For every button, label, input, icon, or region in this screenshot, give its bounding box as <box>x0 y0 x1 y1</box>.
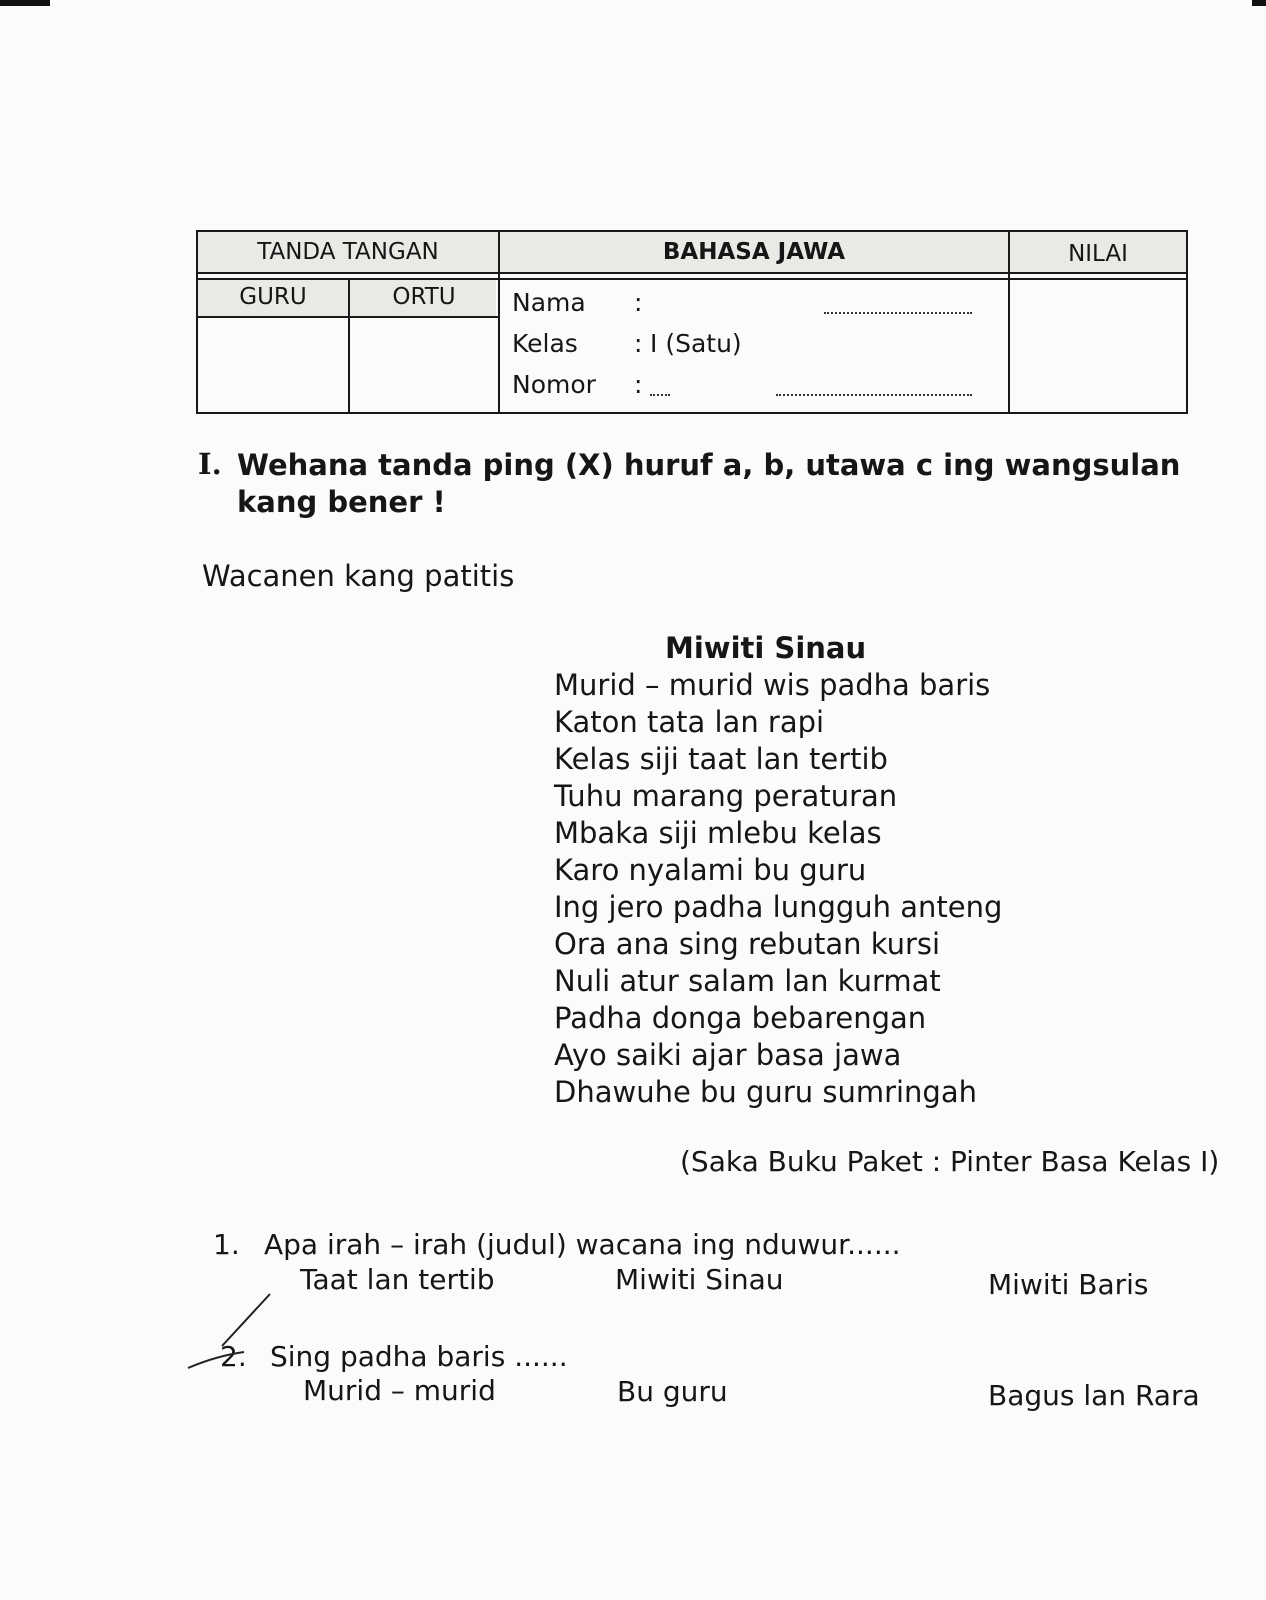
signature-label: TANDA TANGAN <box>257 239 439 265</box>
option-b[interactable]: Miwiti Sinau <box>615 1263 784 1296</box>
field-label: Nomor <box>512 370 596 399</box>
question-text: Apa irah – irah (judul) wacana ing nduwur...... <box>264 1228 901 1261</box>
poem-line: Katon tata lan rapi <box>554 705 825 739</box>
number-blank-line[interactable] <box>776 394 972 396</box>
scan-edge-mark <box>0 0 50 6</box>
poem-source: (Saka Buku Paket : Pinter Basa Kelas I) <box>680 1145 1220 1178</box>
poem-line: Dhawuhe bu guru sumringah <box>554 1075 977 1109</box>
option-c[interactable]: Miwiti Baris <box>988 1268 1149 1301</box>
field-label: Nama <box>512 288 586 317</box>
name-blank-line[interactable] <box>824 312 972 314</box>
question-number: 2. <box>220 1340 247 1373</box>
poem-line: Nuli atur salam lan kurmat <box>554 964 941 998</box>
poem-line: Ora ana sing rebutan kursi <box>554 927 941 961</box>
score-box[interactable] <box>1010 280 1186 412</box>
poem-line: Tuhu marang peraturan <box>554 779 898 813</box>
field-colon: : <box>634 329 643 358</box>
name-field <box>512 288 1002 320</box>
section-instruction: Wehana tanda ping (X) huruf a, b, utawa c ing wangsulan kang bener ! <box>237 448 1181 519</box>
question-text: Sing padha baris ...... <box>270 1340 568 1373</box>
number-blank-line[interactable] <box>650 394 670 396</box>
question-number: 1. <box>213 1228 240 1261</box>
section-number: I. <box>198 447 222 481</box>
poem-line: Murid – murid wis padha baris <box>554 668 991 702</box>
score-label: NILAI <box>1068 241 1128 267</box>
field-colon: : <box>634 288 643 317</box>
poem-line: Ing jero padha lungguh anteng <box>554 890 1003 924</box>
parent-label: ORTU <box>392 284 456 310</box>
class-value: I (Satu) <box>650 329 742 358</box>
poem-lines <box>554 667 1002 1111</box>
poem-line: Padha donga bebarengan <box>554 1001 927 1035</box>
poem-line: Karo nyalami bu guru <box>554 853 867 887</box>
student-info <box>500 278 1008 412</box>
option-a[interactable]: Murid – murid <box>303 1374 496 1407</box>
poem-title: Miwiti Sinau <box>665 631 867 665</box>
option-c[interactable]: Bagus lan Rara <box>988 1379 1200 1412</box>
field-label: Kelas <box>512 329 578 358</box>
class-field <box>512 329 1002 361</box>
poem-line: Ayo saiki ajar basa jawa <box>554 1038 902 1072</box>
header-table <box>196 230 1188 414</box>
option-a[interactable]: Taat lan tertib <box>300 1263 495 1296</box>
handwritten-check-icon <box>186 1290 276 1380</box>
teacher-label: GURU <box>239 284 307 310</box>
number-field <box>512 370 1002 402</box>
scan-edge-mark <box>1252 0 1266 6</box>
reading-instruction: Wacanen kang patitis <box>202 559 515 593</box>
parent-signature-box[interactable] <box>350 318 498 412</box>
option-b[interactable]: Bu guru <box>617 1375 728 1408</box>
subject-title: BAHASA JAWA <box>662 239 846 265</box>
field-colon: : <box>634 370 643 399</box>
teacher-signature-box[interactable] <box>198 318 348 412</box>
poem-line: Mbaka siji mlebu kelas <box>554 816 882 850</box>
poem-line: Kelas siji taat lan tertib <box>554 742 888 776</box>
